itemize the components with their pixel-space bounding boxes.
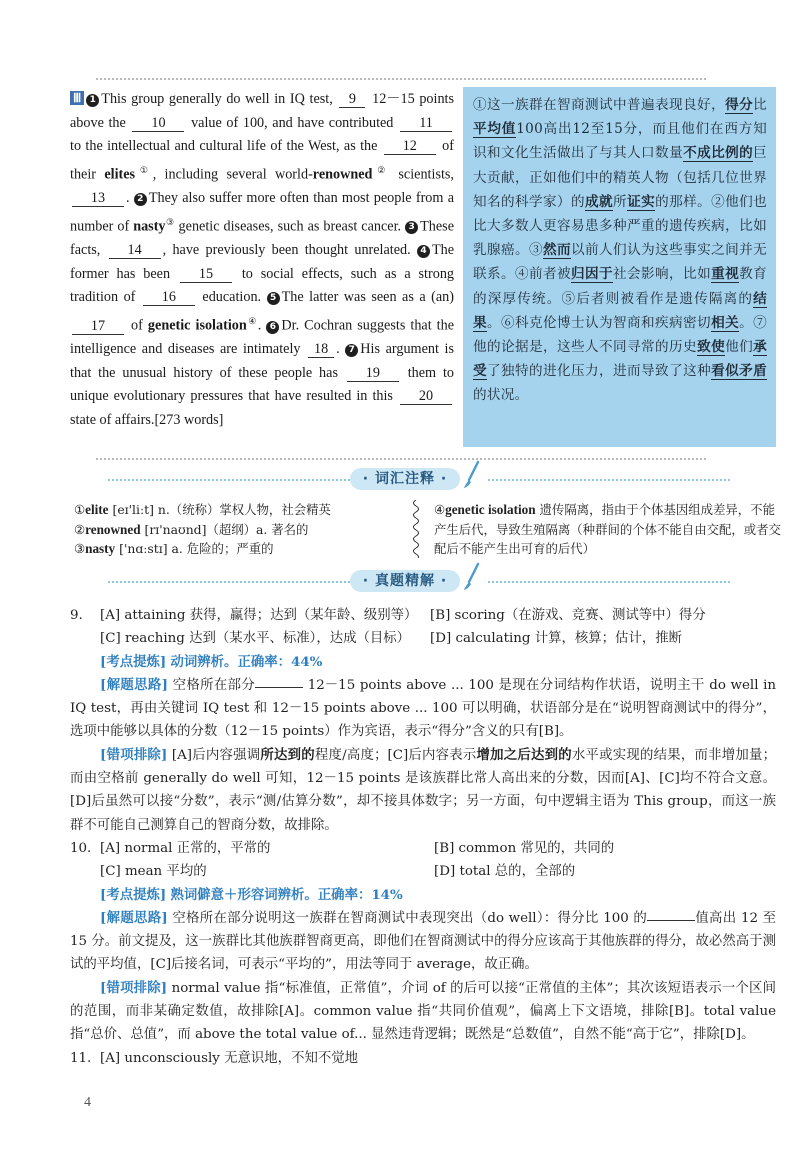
- option-b: [B] scoring（在游戏、竞赛、测试等中）得分: [430, 608, 706, 623]
- option-a: [A] unconsciously 无意识地，不知不觉地: [100, 1050, 359, 1066]
- q10-idea: [70, 907, 776, 977]
- sentence-number: 1: [86, 94, 99, 107]
- translation-segment: 以前人们认为这些事实之间并无联系。④前者被: [473, 242, 768, 283]
- sentence-number: 6: [266, 321, 279, 334]
- question-10-options-row2: [70, 860, 776, 883]
- vocab-item-elite: [74, 500, 394, 520]
- banner-rule-left: [108, 581, 350, 583]
- translation-keyword: 成就: [585, 193, 614, 210]
- vocab-banner: [0, 466, 800, 494]
- passage-text: .: [257, 317, 262, 334]
- translation-segment: 的那样。②他们也比大多数人更容易患多种严重的遗传疾病，比如乳腺癌。③: [473, 193, 767, 259]
- cloze-passage: [70, 88, 454, 433]
- translation-keyword: 看似矛盾: [711, 363, 767, 380]
- option-a: [A] attaining 获得，赢得；达到（某年龄、级别等）: [100, 608, 418, 623]
- passage-text: The former has been: [70, 242, 455, 282]
- analysis-text: 空格所在部分说明这一族群在智商测试中表现突出（do well）：得分比 100 的: [172, 910, 648, 926]
- passage-text: , have previously been thought unrelated.: [162, 242, 411, 259]
- section-mark: Ⅲ: [70, 91, 84, 105]
- translation-segment: 。⑥科克伦博士认为智商和疾病密切: [487, 314, 712, 331]
- vocab-mark: ③: [74, 541, 86, 556]
- keyword-nasty: nasty: [133, 218, 166, 235]
- translation-segment: 的状况。: [473, 387, 529, 404]
- blank-12[interactable]: 12: [384, 139, 436, 155]
- vocab-word: nasty: [85, 541, 116, 556]
- q10-errors: [70, 977, 776, 1047]
- question-10-options-row1: [70, 837, 776, 860]
- passage-text: His argument is that the unusual history of these people has: [70, 341, 455, 381]
- sentence-number: 4: [417, 245, 430, 258]
- blank-11[interactable]: 11: [400, 116, 452, 132]
- sentence-number: 5: [267, 292, 280, 305]
- keyword-genetic-isolation: genetic isolation: [147, 317, 247, 334]
- translation-keyword: 相关: [711, 314, 740, 331]
- option-d: [D] total 总的，全部的: [434, 864, 576, 880]
- keyword-elites: elites: [104, 166, 136, 183]
- translation-segment: ①这一族群在智商测试中普遍表现良好，: [473, 97, 726, 113]
- passage-text: value of 100, and have contributed: [191, 114, 394, 131]
- question-11-options-row1: [70, 1047, 776, 1070]
- translation-segment: 所: [613, 193, 628, 210]
- passage-text: This group generally do well in IQ test,: [101, 91, 333, 107]
- vocab-definition: [rɪ'naʊnd]（超纲）a. 著名的: [144, 521, 309, 537]
- point-text: 动词辨析。正确率：44%: [170, 653, 323, 670]
- analysis-text: normal value 指“标准值，正常值”，介词 of 的后可以接“正常值的主体”；其次该短语表示一个区间的范围，而非某确定数值，故排除[A]。common value 指“共同价值观”，偏离上下文语境，排除[B]。total value 指“总价、总值”，而 above the total value of... 显然违背逻辑；既然是“总数值”，自然不能“高于它”，排除[D]。: [70, 980, 777, 1043]
- option-d: [D] calculating 计算，核算；估计，推断: [430, 631, 683, 647]
- word-count: [273 words]: [154, 411, 224, 428]
- idea-tag: [解题思路]: [100, 676, 169, 693]
- passage-text: of their: [70, 138, 454, 183]
- translation-keyword: 结果: [473, 290, 767, 331]
- question-9-options-row1: [70, 604, 776, 627]
- error-tag: [错项排除]: [100, 746, 168, 763]
- blank-13[interactable]: 13: [72, 191, 124, 207]
- inline-blank: [647, 920, 695, 921]
- question-number: 10.: [70, 840, 92, 856]
- translation-segment: 比: [753, 97, 767, 113]
- passage-text: 12－15 points above the: [70, 91, 455, 131]
- vocab-word: genetic isolation: [445, 502, 536, 517]
- analysis-text: 12－15 points above ... 100 是现在分词结构作状语，说明主干 do well in IQ test，再由关键词 IQ test 和 12－15 points above ... 100 可以明确，状语部分是在“说明智商测试中的得分”，选项中能够以具体的分数（12－15 points）作为宾语，表示“得分”含义的只有[B]。: [70, 677, 777, 740]
- translation-keyword: 平均值: [473, 121, 517, 138]
- blank-15[interactable]: 15: [180, 267, 232, 283]
- blank-14[interactable]: 14: [109, 243, 161, 259]
- note-mark: ③: [165, 216, 175, 227]
- option-c: [C] mean 平均的: [100, 864, 207, 880]
- vocab-item-renowned: [74, 520, 394, 540]
- translation-keyword: 承受: [473, 339, 767, 380]
- passage-text: .: [126, 190, 130, 207]
- passage-text: .: [336, 341, 340, 358]
- vocab-word: elite: [85, 502, 109, 517]
- vocab-mark: ②: [74, 521, 86, 537]
- analysis-text: 水平或实现的结果，而非增加量；而由空格前 generally do well 可知，12－15 points 是该族群比常人高出来的分数，因而[A]、[C]均不符合文意。[D]后虽然可以接“分数”，表示“测/估算分数”，却不接具体数字；另一方面，句中逻辑主语为 This group，而这一族群不可能自己测算自己的智商分数，故排除。: [70, 747, 777, 833]
- translation-segment: 巨大贡献，正如他们中的精英人物（包括几位世界知名的科学家）的: [473, 145, 768, 210]
- translation-keyword: 重视: [711, 266, 740, 283]
- passage-text: They also suffer more often than most people from a number of: [70, 190, 454, 235]
- analysis-text: 程度/高度；[C]后内容表示: [314, 747, 477, 763]
- answers-banner-title: · 真题精解 ·: [350, 570, 460, 592]
- option-b: [B] common 常见的，共同的: [434, 840, 615, 856]
- q9-errors: [70, 744, 776, 837]
- blank-18[interactable]: 18: [308, 342, 334, 358]
- inline-blank: [255, 687, 303, 688]
- sentence-number: 7: [345, 344, 358, 357]
- analysis-keyword: 增加之后达到的: [476, 746, 572, 763]
- blank-16[interactable]: 16: [143, 290, 195, 306]
- vocab-definition: ['nɑːstɪ] a. 危险的；严重的: [119, 541, 274, 556]
- vocab-banner-title: · 词汇注释 ·: [350, 468, 460, 490]
- option-a: [A] normal 正常的，平常的: [100, 840, 271, 856]
- analysis-keyword: 所达到的: [260, 746, 315, 763]
- translation-keyword: 归因于: [571, 266, 614, 283]
- idea-tag: [解题思路]: [100, 909, 168, 926]
- mid-dotted-rule: [96, 458, 706, 460]
- note-mark: ②: [372, 164, 391, 175]
- sentence-number: 3: [405, 221, 418, 234]
- translation-segment: 他们: [725, 339, 754, 356]
- passage-text: genetic diseases, such as breast cancer.: [178, 218, 402, 235]
- vocab-mark: ④: [434, 502, 446, 517]
- page-number: 4: [84, 1095, 91, 1110]
- answers-banner: [0, 568, 800, 596]
- vocab-word: renowned: [85, 521, 141, 537]
- translation-text: [473, 93, 767, 408]
- passage-text: education.: [202, 289, 262, 306]
- vocab-item-nasty: [74, 539, 394, 559]
- translation-keyword: 得分: [725, 97, 754, 113]
- banner-rule-left: [108, 479, 350, 481]
- blank-20[interactable]: 20: [400, 389, 452, 405]
- sentence-number: 2: [134, 193, 147, 206]
- passage-text: them to unique evolutionary pressures that have resulted in this: [70, 364, 454, 405]
- vocab-list-left: [74, 500, 394, 559]
- translation-segment: 100高出12至15分，而且他们在西方知识和文化生活做出了与其人口数量: [473, 121, 768, 162]
- translation-keyword: 然而: [543, 242, 572, 259]
- question-number: 9.: [70, 608, 83, 623]
- passage-text: to social effects, such as a strong tradition of: [70, 265, 455, 306]
- passage-text: scientists,: [398, 166, 454, 183]
- top-dotted-rule: [96, 78, 706, 80]
- translation-segment: 了独特的进化压力，进而导致了这种: [487, 363, 712, 380]
- q9-point: [70, 651, 776, 674]
- blank-17[interactable]: 17: [72, 319, 124, 335]
- point-tag: [考点提炼]: [100, 653, 167, 670]
- passage-text: to the intellectual and cultural life of the West, as the: [70, 138, 378, 155]
- analysis-text: 空格所在部分: [172, 677, 256, 693]
- analysis-text: [A]后内容强调: [171, 747, 261, 763]
- vocab-definition: [eɪ'liːt] n.（统称）掌权人物，社会精英: [112, 502, 331, 517]
- passage-text: state of affairs.: [70, 411, 155, 428]
- question-number: 11.: [70, 1050, 92, 1066]
- error-tag: [错项排除]: [100, 979, 168, 996]
- analysis-text: 值高出 12 至 15 分。前文提及，这一族群比其他族群智商更高，即他们在智商测试中的得分应该高于其他族群的得分，故必然高于测试的平均值，[C]后接名词，可表示“平均的”，用法等同于 average，故正确。: [70, 910, 777, 973]
- brush-icon: [462, 460, 482, 490]
- blank-9[interactable]: 9: [339, 92, 365, 108]
- translation-box: [463, 87, 776, 447]
- translation-segment: 。⑦他的论据是，这些人不同寻常的历史: [473, 314, 767, 356]
- banner-rule-right: [488, 479, 730, 481]
- translation-segment: 教育的深厚传统。⑤后者则被看作是遗传隔离的: [473, 266, 767, 307]
- passage-text: The latter was seen as a (an): [281, 289, 455, 306]
- vocab-list-right: [434, 500, 784, 559]
- passage-text: Dr. Cochran suggests that the intelligence and diseases are intimately: [70, 317, 455, 358]
- vocab-definition: 遗传隔离，指由于个体基因组成差异，不能产生后代，导致生殖隔离（种群间的个体不能自由交配，或者交配后不能产生出可育的后代）: [434, 502, 781, 556]
- translation-segment: 社会影响，比如: [613, 266, 712, 283]
- q10-point: [70, 884, 776, 907]
- spiral-divider-icon: [410, 500, 422, 558]
- vocab-item-genetic-isolation: [434, 500, 784, 559]
- note-mark: ④: [246, 315, 258, 326]
- brush-icon: [462, 562, 482, 592]
- blank-19[interactable]: 19: [347, 366, 399, 382]
- point-tag: [考点提炼]: [100, 886, 167, 903]
- keyword-renowned: renowned: [312, 166, 373, 183]
- translation-keyword: 不成比例的: [683, 145, 754, 162]
- translation-keyword: 证实: [627, 193, 656, 210]
- passage-text: , including several world-: [152, 166, 313, 183]
- point-text: 熟词僻意＋形容词辨析。正确率：14%: [170, 886, 403, 903]
- banner-rule-right: [488, 581, 730, 583]
- q9-idea: [70, 674, 776, 744]
- option-c: [C] reaching 达到（某水平、标准），达成（目标）: [100, 631, 411, 647]
- vocab-mark: ①: [74, 502, 86, 517]
- question-9-options-row2: [70, 627, 776, 650]
- answer-analysis: [70, 604, 776, 1070]
- translation-keyword: 致使: [697, 339, 726, 356]
- passage-text: These facts,: [70, 218, 454, 259]
- blank-10[interactable]: 10: [132, 116, 184, 132]
- note-mark: ①: [135, 164, 153, 175]
- passage-text: of: [131, 317, 143, 334]
